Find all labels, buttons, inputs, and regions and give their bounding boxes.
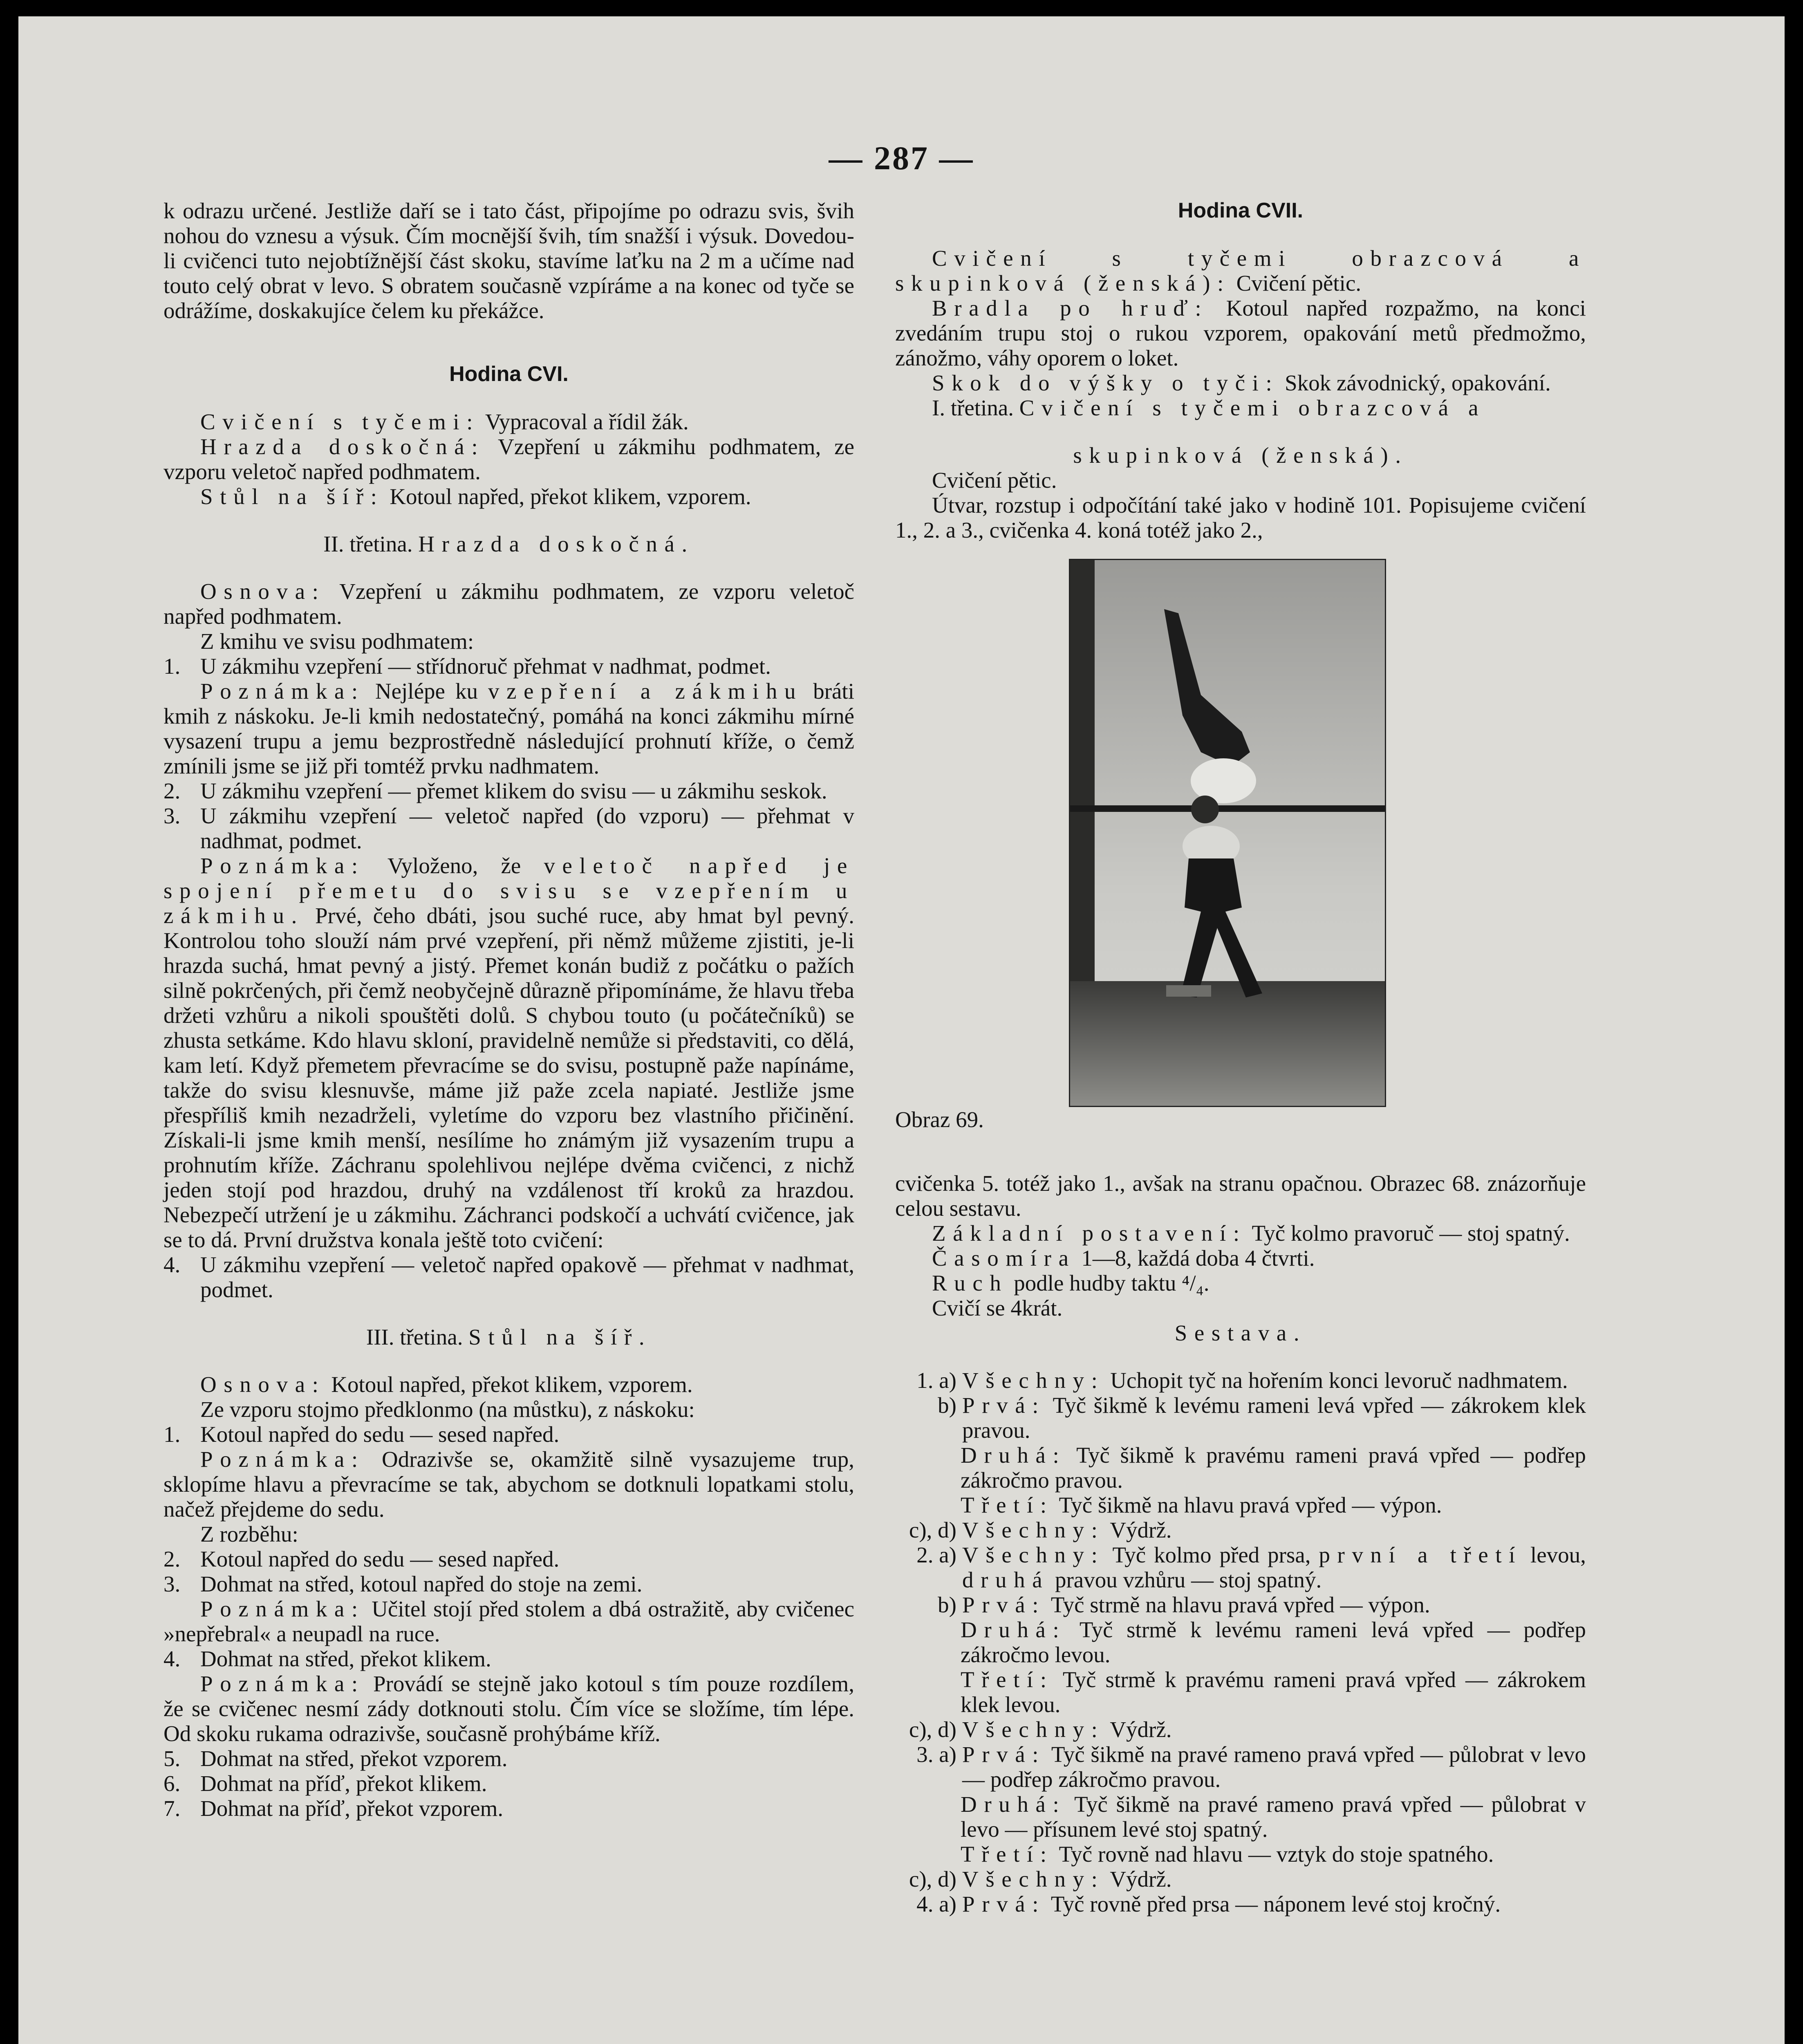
item-term: Stůl na šíř:	[200, 484, 384, 509]
figure-caption: Obraz 69.	[895, 1107, 984, 1132]
item-text: Vypracoval a řídil žák.	[480, 409, 689, 434]
exercise-step-sub: Třetí: Tyč šikmě na hlavu pravá vpřed — výpon.	[961, 1493, 1442, 1517]
list-item: 2. U zákmihu vzepření — přemet klikem do svisu — u zákmihu seskok.	[164, 778, 827, 803]
outline: Osnova: Vzepření u zákmihu podhmatem, ze vzporu veletoč napřed podhmatem.	[164, 579, 854, 629]
lesson-heading-107: Hodina CVII.	[1178, 199, 1304, 222]
item-text: Vzepření u zákmihu podhmatem, ze vzporu veletoč napřed podhmatem.	[164, 434, 854, 484]
outline: Osnova: Kotoul napřed, překot klikem, vzporem.	[200, 1372, 693, 1397]
lesson-item	[164, 434, 854, 484]
subheading: Z rozběhu:	[200, 1522, 298, 1546]
exercise-step: b) Prvá: Tyč šikmě k levému rameni levá vpřed — zákrokem klek pravou.	[938, 1393, 1586, 1443]
exercise-step-sub: Třetí: Tyč strmě k pravému rameni pravá vpřed — zákrokem klek levou.	[961, 1667, 1586, 1717]
note: Poznámka: Provádí se stejně jako kotoul s tím pouze rozdílem, že se cvičenec nesmí zády dotknouti stolu. Čím více se složíme, tím lépe. Od skoku rukama odrazivše, současně prohýbáme kříž.	[164, 1671, 854, 1746]
page-number: — 287 —	[829, 139, 974, 177]
subheading: Ze vzporu stojmo předklonmo (na můstku), z náskoku:	[200, 1397, 695, 1422]
horizontal-bar	[1070, 805, 1385, 812]
list-item: 4. Dohmat na střed, překot klikem.	[164, 1646, 491, 1671]
exercise-step-sub: Třetí: Tyč rovně nad hlavu — vztyk do stoje spatného.	[961, 1842, 1494, 1867]
lesson-item	[164, 484, 854, 509]
left-column	[164, 198, 854, 1821]
scanned-page	[18, 16, 1785, 2044]
paragraph-continuation: k odrazu určené. Jestliže daří se i tato část, připojíme po odrazu svis, švih nohou do vznesu a výsuk. Čím mocnější švih, tím snažší i výsuk. Dovedou-li cvičenci tuto nejobtížnější část skoku, stavíme laťku na 2 m a učíme nad touto celý obrat v levo. S obratem současně vzpíráme a na konec od tyče se odrážíme, doskakujíce čelem ku překážce.	[164, 198, 854, 323]
list-item: 3. U zákmihu vzepření — veletoč napřed (do vzporu) — přehmat v nadhmat, podmet.	[164, 803, 854, 853]
paragraph: Útvar, rozstup i odpočítání také jako v hodině 101. Popisujeme cvičení 1., 2. a 3., cvičenka 4. koná totéž jako 2.,	[895, 493, 1586, 542]
paragraph: Cvičí se 4krát.	[932, 1295, 1063, 1320]
section-heading-cont: skupinková (ženská).	[1073, 443, 1408, 468]
lesson-heading-106: Hodina CVI.	[449, 362, 569, 386]
list-item: 1. U zákmihu vzepření — střídnoruč přehmat v nadhmat, podmet.	[164, 654, 771, 679]
list-item: 1. Kotoul napřed do sedu — sesed napřed.	[164, 1422, 560, 1447]
gymnastics-photo	[1069, 559, 1386, 1107]
paragraph: cvičenka 5. totéž jako 1., avšak na stranu opačnou. Obrazec 68. znázorňuje celou sestavu.	[895, 1171, 1586, 1221]
list-item: 7. Dohmat na příď, překot vzporem.	[164, 1796, 504, 1821]
lesson-item: Skok do výšky o tyči: Skok závodnický, opakování.	[932, 370, 1551, 395]
note: Poznámka: Učitel stojí před stolem a dbá ostražitě, aby cvičenec »nepřebral« a neupadl na ruce.	[164, 1596, 854, 1646]
item-term: Hrazda doskočná:	[200, 434, 485, 459]
photo-ground	[1070, 981, 1385, 1106]
exercise-step-sub: Druhá: Tyč šikmě k pravému rameni pravá vpřed — podřep zákročmo pravou.	[961, 1443, 1586, 1493]
exercise-step-sub: Druhá: Tyč šikmě na pravé rameno pravá vpřed — půlobrat v levo — přísunem levé stoj spatný.	[961, 1792, 1586, 1842]
list-item: 2. Kotoul napřed do sedu — sesed napřed.	[164, 1546, 560, 1571]
exercise-step: 1. a) Všechny: Uchopit tyč na hořením konci levoruč nadhmatem.	[916, 1368, 1568, 1393]
photo-illustration	[1070, 560, 1385, 1106]
subheading: Cvičení pětic.	[932, 468, 1057, 493]
exercise-step: b) Prvá: Tyč strmě na hlavu pravá vpřed — výpon.	[938, 1592, 1430, 1617]
list-item: 6. Dohmat na příď, překot klikem.	[164, 1771, 487, 1796]
section-heading: I. třetina. Cvičení s tyčemi obrazcová a	[932, 395, 1486, 420]
exercise-step: 3. a) Prvá: Tyč šikmě na pravé rameno pravá vpřed — půlobrat v levo — podřep zákročmo pravou.	[916, 1742, 1586, 1792]
note: Poznámka: Odrazivše se, okamžitě silně vysazujeme trup, sklopíme hlavu a převracíme se tak, abychom se dotknuli lopatkami stolu, načež přejdeme do sedu.	[164, 1447, 854, 1522]
note: Poznámka: Vyloženo, že veletoč napřed je spojení přemetu do svisu se vzepřením u zákmihu. Prvé, čeho dbáti, jsou suché ruce, aby hmat byl pevný. Kontrolou toho slouží nám prvé vzepření, při němž můžeme zjistiti, je-li hrazda suchá, hmat pevný a jistý. Přemet konán budiž z počátku o pažích silně pokrčených, při čemž neobyčejně důrazně připomínáme, že hlavu třeba držeti vzhůru a nikoli spouštěti dolů. S chybou touto (u počátečníků) se zhusta setkáme. Kdo hlavu skloní, pravidelně nemůže si představiti, co dělá, kam letí. Když přemetem převracíme se do svisu, postupně paže napínáme, takže do svisu klesnuvše, máme již paže zcela napiaté. Jestliže jsme přespříliš kmih nezadrželi, vyletíme do vzporu bez vlastního přičinění. Získali-li jsme kmih menší, nesílíme ho známým již vysazením trupu a prohnutím kříže. Záchranu spolehlivou nejlépe dvěma cvičenci, z nichž jeden stojí pod hrazdou, druhý na vzdálenost tří kroků za hrazdou. Nebezpečí utržení je u zákmihu. Záchranci podskočí a uchvátí cvičence, jak se to dá. První družstva konala ještě toto cvičení:	[164, 853, 855, 1252]
paragraph: Základní postavení: Tyč kolmo pravoruč — stoj spatný.	[932, 1221, 1570, 1246]
upper-figure-head	[1191, 796, 1219, 823]
lesson-item: Bradla po hruď: Kotoul napřed rozpažmo, na konci zvedáním trupu stoj o rukou vzporem, opakování metů předmožmo, zánožmo, váhy oporem o loket.	[895, 296, 1586, 370]
note: Poznámka: Nejlépe ku vzepření a zákmihu bráti kmih z náskoku. Je-li kmih nedostatečný, pomáhá na konci zákmihu mírné vysazení trupu a jemu bezprostředně následující prohnutí kříže, o čemž zmínili jsme se již při tomtéž prvku nadhmatem.	[164, 679, 855, 778]
exercise-step-sub: Druhá: Tyč strmě k levému rameni levá vpřed — podřep zákročmo levou.	[961, 1617, 1586, 1667]
item-term: Cvičení s tyčemi:	[200, 409, 480, 434]
list-item: 3. Dohmat na střed, kotoul napřed do stoje na zemi.	[164, 1571, 643, 1596]
exercise-step: c), d) Všechny: Výdrž.	[909, 1517, 1172, 1542]
lesson-item: Cvičení s tyčemi obrazcová a skupinková (ženská): Cvičení pětic.	[895, 246, 1586, 296]
list-item: 4. U zákmihu vzepření — veletoč napřed opakově — přehmat v nadhmat, podmet.	[164, 1252, 854, 1302]
section-heading: III. třetina. Stůl na šíř.	[366, 1325, 652, 1349]
subheading: Z kmihu ve svisu podhmatem:	[200, 629, 474, 654]
paragraph: Ruch podle hudby taktu ⁴/₄.	[932, 1271, 1209, 1295]
support-bench	[1166, 985, 1211, 997]
exercise-step: c), d) Všechny: Výdrž.	[909, 1867, 1172, 1892]
section-heading: II. třetina. Hrazda doskočná.	[323, 531, 694, 556]
exercise-step: 2. a) Všechny: Tyč kolmo před prsa, první a třetí levou, druhá pravou vzhůru — stoj spatný.	[916, 1542, 1586, 1592]
exercise-step: c), d) Všechny: Výdrž.	[909, 1717, 1172, 1742]
paragraph: Časomíra 1—8, každá doba 4 čtvrti.	[932, 1246, 1315, 1271]
lesson-item	[164, 409, 854, 434]
item-text: Kotoul napřed, překot klikem, vzporem.	[384, 484, 751, 509]
list-item: 5. Dohmat na střed, překot vzporem.	[164, 1746, 508, 1771]
exercise-step: 4. a) Prvá: Tyč rovně před prsa — náponem levé stoj kročný.	[916, 1892, 1501, 1916]
right-column	[895, 198, 1586, 1916]
subheading-sestava: Sestava.	[1174, 1320, 1307, 1345]
